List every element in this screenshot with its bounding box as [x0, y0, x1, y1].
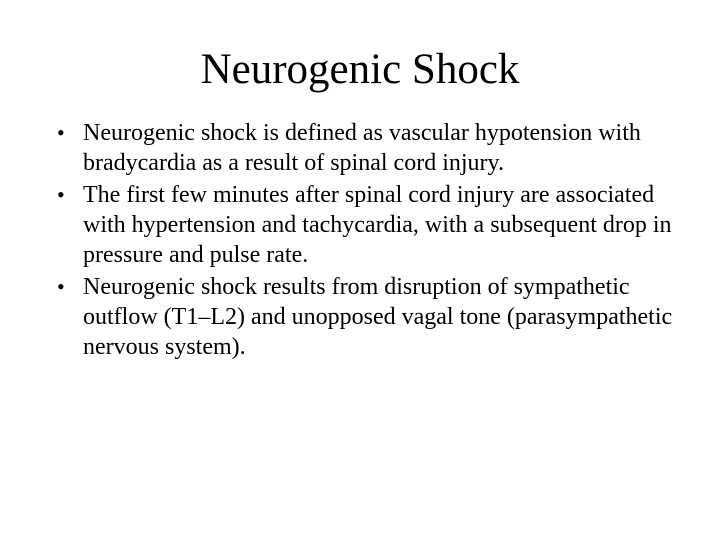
bullet-text: The first few minutes after spinal cord injury are associated with hypertension and tachycardia, with a subsequent drop in pressure and pulse rate.	[83, 182, 672, 268]
bullet-text: Neurogenic shock results from disruption of sympathetic outflow (T1–L2) and unopposed vagal tone (parasympathetic nervous system).	[83, 274, 673, 360]
slide-title: Neurogenic Shock	[200, 46, 520, 93]
bullet-item	[57, 118, 697, 178]
bullet-list	[57, 118, 697, 364]
bullet-item	[57, 272, 697, 362]
bullet-icon: •	[57, 274, 65, 299]
bullet-icon: •	[57, 120, 65, 145]
bullet-text: Neurogenic shock is defined as vascular hypotension with bradycardia as a result of spinal cord injury.	[83, 120, 641, 176]
bullet-item	[57, 180, 697, 270]
bullet-icon: •	[57, 182, 65, 207]
